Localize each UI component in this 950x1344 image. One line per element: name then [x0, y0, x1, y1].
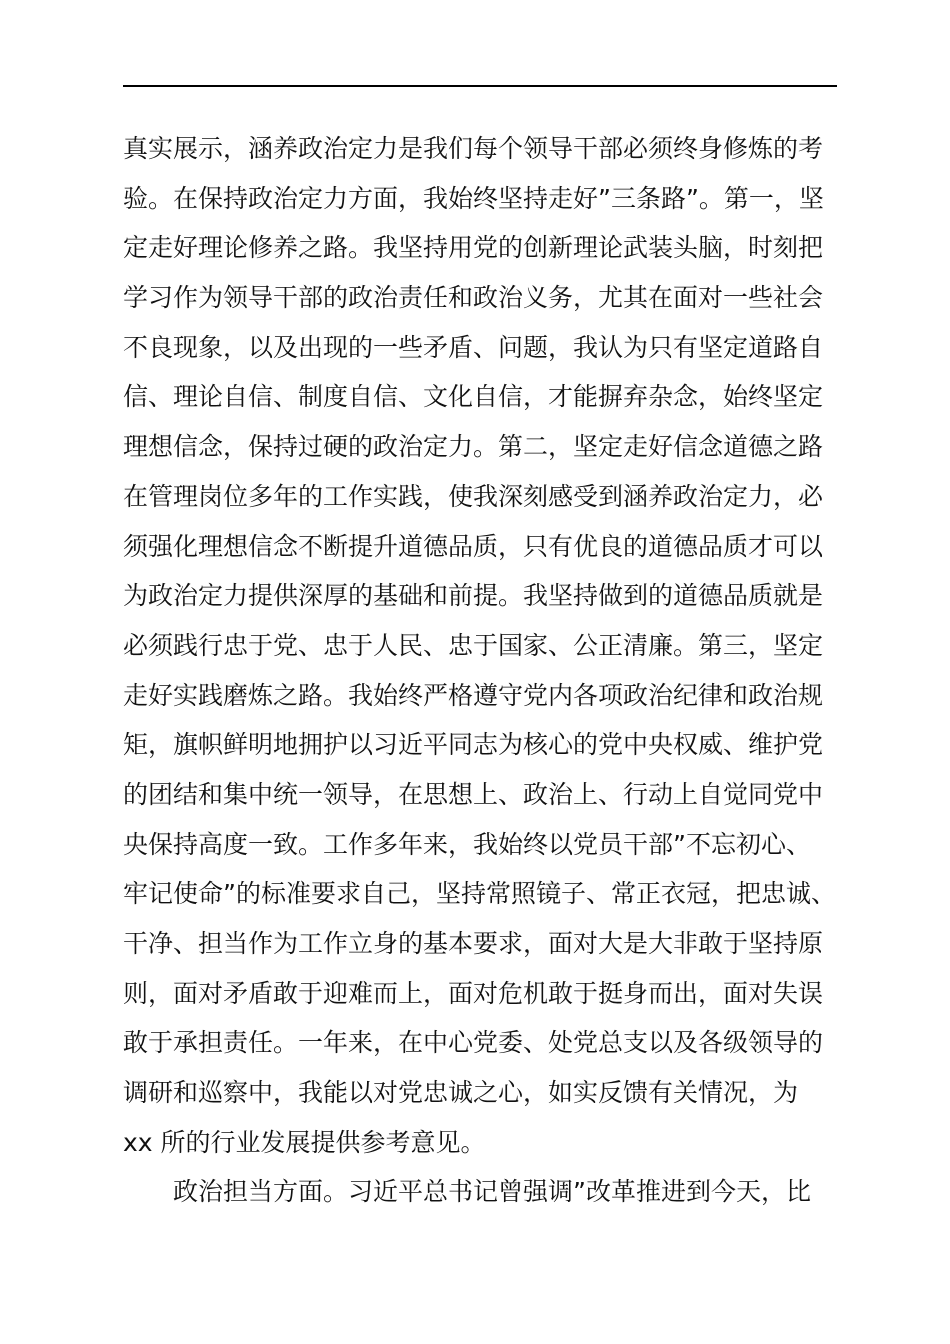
text-line: 敢于承担责任。一年来，在中心党委、处党总支以及各级领导的	[123, 1028, 824, 1058]
text-line: 定走好理论修养之路。我坚持用党的创新理论武装头脑，时刻把	[123, 233, 824, 263]
text-line: 则，面对矛盾敢于迎难而上，面对危机敢于挺身而出，面对失误	[123, 978, 824, 1008]
text-line: 央保持高度一致。工作多年来，我始终以党员干部”不忘初心、	[123, 829, 811, 859]
header-rule	[123, 85, 837, 87]
text-line: 须强化理想信念不断提升道德品质，只有优良的道德品质才可以	[123, 531, 824, 561]
text-line: 矩，旗帜鲜明地拥护以习近平同志为核心的党中央权威、维护党	[123, 730, 824, 760]
text-line: 干净、担当作为工作立身的基本要求，面对大是大非敢于坚持原	[123, 929, 824, 958]
text-line: 理想信念，保持过硬的政治定力。第二，坚定走好信念道德之路	[123, 432, 824, 462]
text-line: 不良现象，以及出现的一些矛盾、问题，我认为只有坚定道路自	[123, 332, 824, 362]
text-line: 真实展示，涵养政治定力是我们每个领导干部必须终身修炼的考	[123, 134, 824, 163]
text-line: 为政治定力提供深厚的基础和前提。我坚持做到的道德品质就是	[123, 581, 824, 611]
text-line: xx 所的行业发展提供参考意见。	[123, 1127, 486, 1157]
paragraph-start-line: 政治担当方面。习近平总书记曾强调”改革推进到今天，比	[173, 1177, 811, 1207]
text-line: 必须践行忠于党、忠于人民、忠于国家、公正清廉。第三，坚定	[123, 630, 824, 660]
text-line: 验。在保持政治定力方面，我始终坚持走好”三条路”。第一，坚	[123, 183, 824, 213]
text-line: 调研和巡察中，我能以对党忠诚之心，如实反馈有关情况，为	[123, 1078, 799, 1108]
text-line: 学习作为领导干部的政治责任和政治义务，尤其在面对一些社会	[123, 283, 824, 313]
body-text	[123, 124, 853, 1217]
text-line: 走好实践磨炼之路。我始终严格遵守党内各项政治纪律和政治规	[123, 680, 824, 710]
text-line: 信、理论自信、制度自信、文化自信，才能摒弃杂念，始终坚定	[123, 382, 824, 412]
text-line: 牢记使命”的标准要求自己，坚持常照镜子、常正衣冠，把忠诚、	[123, 879, 836, 909]
text-line: 在管理岗位多年的工作实践，使我深刻感受到涵养政治定力，必	[123, 481, 824, 511]
text-line: 的团结和集中统一领导，在思想上、政治上、行动上自觉同党中	[123, 779, 824, 809]
